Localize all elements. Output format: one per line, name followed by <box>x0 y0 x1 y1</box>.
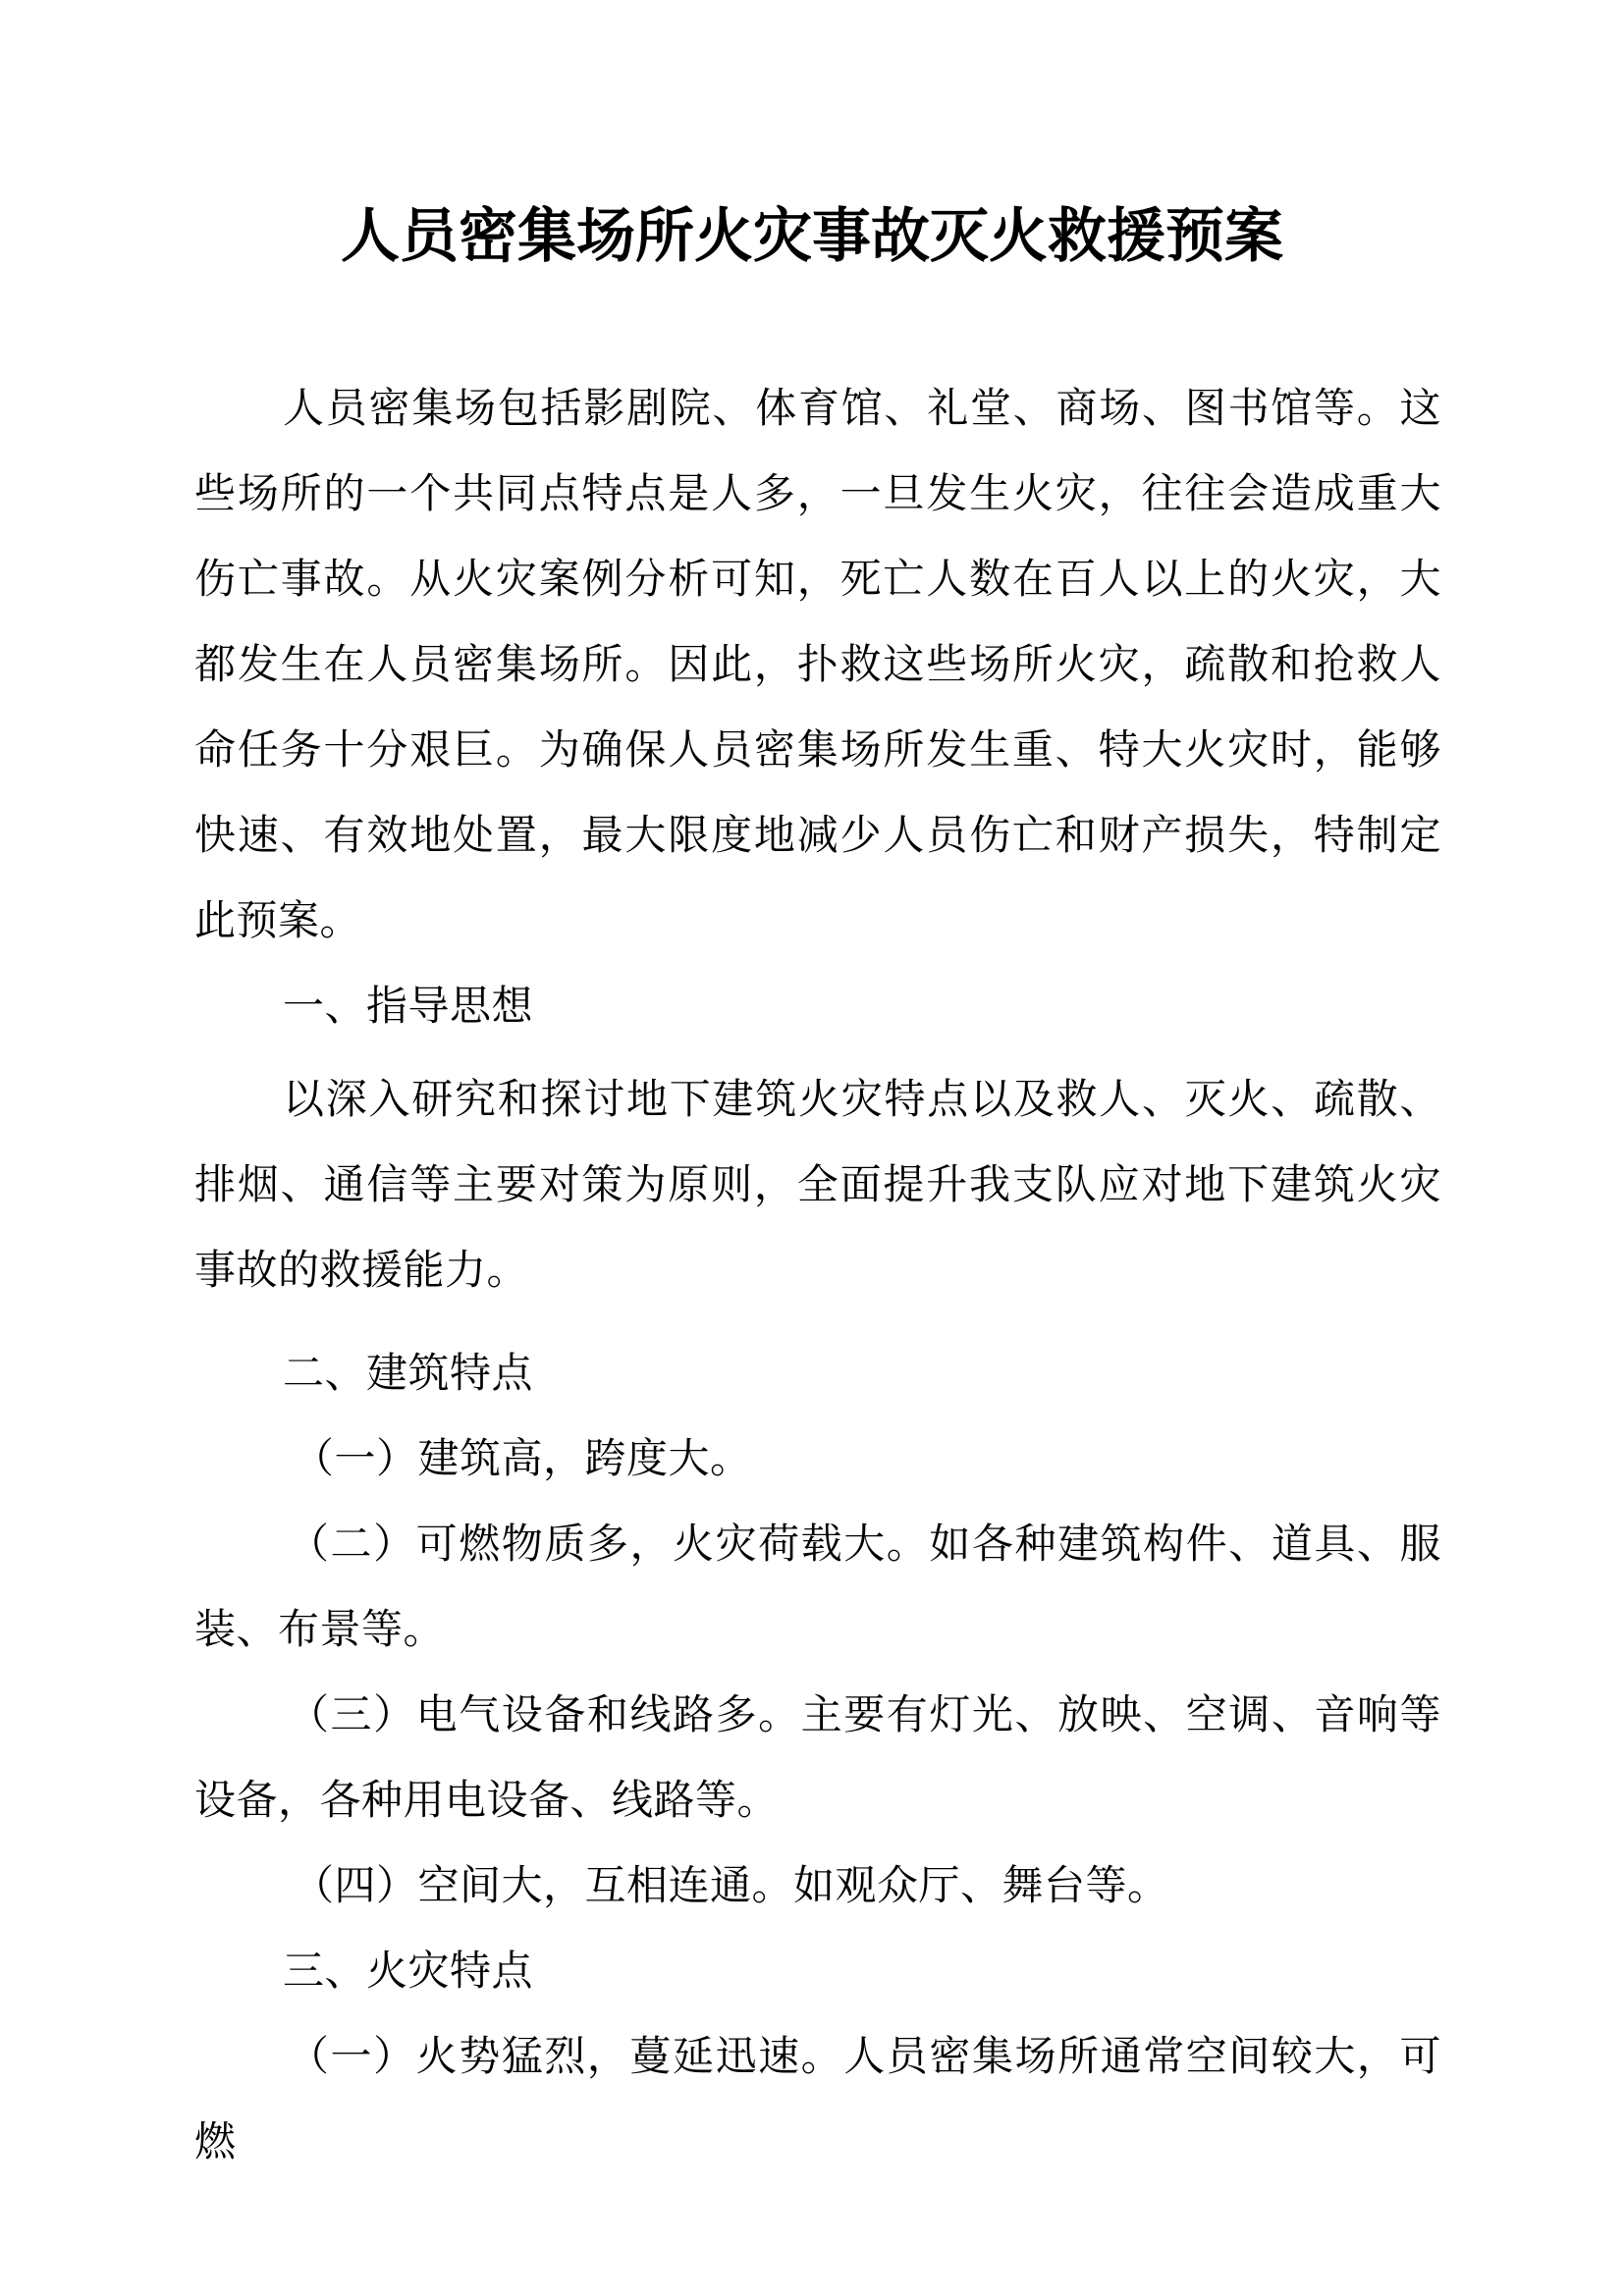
section-heading-guiding-ideology: 一、指导思想 <box>283 982 534 1030</box>
building-feature-item-1: （一）建筑高，跨度大。 <box>293 1434 752 1482</box>
spacer <box>194 1312 1441 1330</box>
spacer <box>194 1048 1441 1056</box>
document-title: 人员密集场所火灾事故灭火救援预案 <box>341 202 1283 271</box>
section-heading-building-features: 二、建筑特点 <box>283 1349 534 1397</box>
section-heading-fire-features: 三、火灾特点 <box>283 1947 534 1995</box>
fire-feature-item-1: （一）火势猛烈，蔓延迅速。人员密集场所通常空间较大，可燃 <box>194 2032 1441 2165</box>
document-body <box>194 365 1441 2184</box>
guiding-ideology-paragraph: 以深入研究和探讨地下建筑火灾特点以及救人、灭火、疏散、排烟、通信等主要对策为原则，全面提升我支队应对地下建筑火灾事故的救援能力。 <box>194 1075 1441 1294</box>
building-feature-item-4: （四）空间大，互相连通。如观众厅、舞台等。 <box>293 1861 1169 1909</box>
intro-paragraph: 人员密集场包括影剧院、体育馆、礼堂、商场、图书馆等。这些场所的一个共同点特点是人多，一旦发生火灾，往往会造成重大伤亡事故。从火灾案例分析可知，死亡人数在百人以上的火灾，大都发生在人员密集场所。因此，扑救这些场所火灾，疏散和抢救人命任务十分艰巨。为确保人员密集场所发生重、特大火灾时，能够快速、有效地处置，最大限度地减少人员伤亡和财产损失，特制定此预案。 <box>194 384 1441 944</box>
building-feature-item-3: （三）电气设备和线路多。主要有灯光、放映、空调、音响等设备，各种用电设备、线路等。 <box>194 1690 1441 1824</box>
building-feature-item-2: （二）可燃物质多，火灾荷载大。如各种建筑构件、道具、服装、布景等。 <box>194 1520 1441 1653</box>
